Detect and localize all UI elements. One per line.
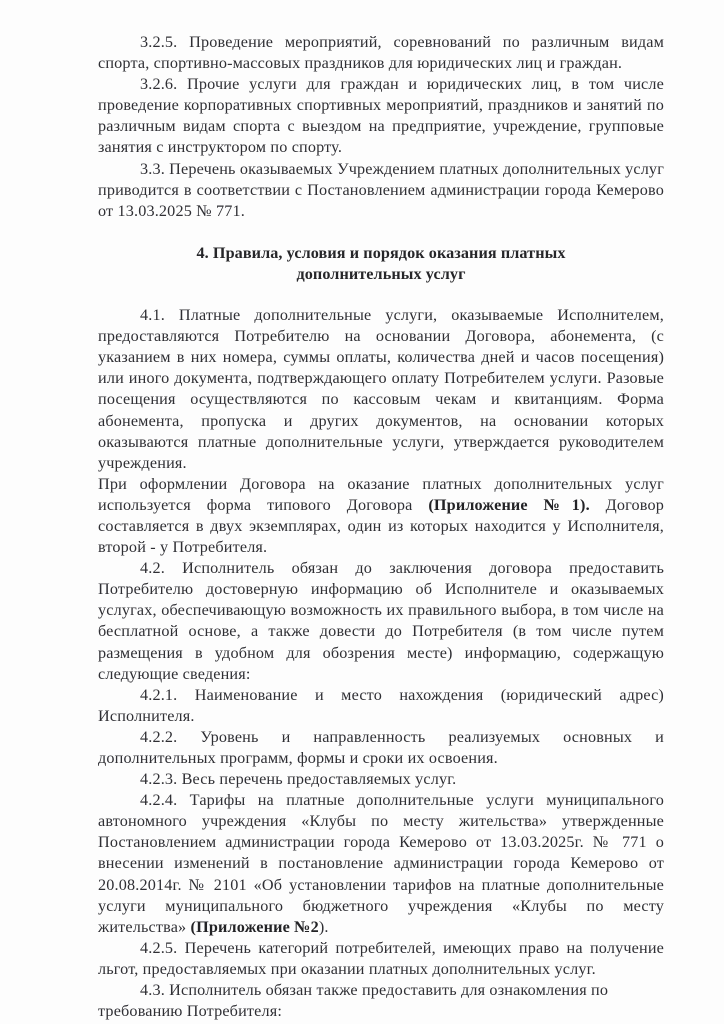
paragraph-4-3: 4.3. Исполнитель обязан также предоставить для ознакомления по требованию Потребителя: <box>98 981 609 1021</box>
heading-spacer-top <box>98 222 664 243</box>
tariffs-text-part-1: 4.2.4. Тарифы на платные дополнительные услуги муниципального автономного учреждения «Клубы по месту жительства» утвержденные Постановлением администрации города Кемерово от 13.03.2025г. № 771 о внесении изменений в постановление администрации города Кемерово от 20.08.2014г. № 2101 «Об установлении тарифов на платные дополнительные услуги муниципального бюджетного учреждения «Клубы по месту жительства» <box>98 791 664 936</box>
contract-text-part-1: При оформлении Договора на оказание платных дополнительных услуг используется форма типового Договора <box>98 474 664 514</box>
paragraph-3-2-6: 3.2.6. Прочие услуги для граждан и юридических лиц, в том числе проведение корпоративных спортивных мероприятий, праздников и занятий по различным видам спорта с выездом на предприятие, учреждение, групповые занятия с инструктором по спорту. <box>98 75 664 157</box>
paragraph-4-2-3: 4.2.3. Весь перечень предоставляемых услуг. <box>140 770 457 789</box>
contract-text-part-2: Договор составляется в двух экземплярах, один из которых находится у Исполнителя, второй - у Потребителя. <box>98 495 665 557</box>
paragraph-4-2-1: 4.2.1. Наименование и место нахождения (юридический адрес) Исполнителя. <box>98 685 664 725</box>
section-heading-line-2: дополнительных услуг <box>296 264 466 283</box>
heading-spacer-bottom <box>98 285 664 305</box>
tariffs-text-part-2: ). <box>318 917 329 936</box>
paragraph-4-2-2: 4.2.2. Уровень и направленность реализуемых основных и дополнительных программ, формы и сроки их освоения. <box>98 727 664 767</box>
paragraph-3-2-5: 3.2.5. Проведение мероприятий, соревнований по различным видам спорта, спортивно-массовых праздников для юридических лиц и граждан. <box>98 33 664 73</box>
paragraph-3-3: 3.3. Перечень оказываемых Учреждением платных дополнительных услуг приводится в соответствии с Постановлением администрации города Кемерово от 13.03.2025 № 771. <box>98 159 664 220</box>
section-heading-4 <box>98 243 664 285</box>
appendix-reference-2: (Приложение №2 <box>190 917 319 936</box>
paragraph-contract-form <box>98 474 664 558</box>
paragraph-4-2-5: 4.2.5. Перечень категорий потребителей, имеющих право на получение льгот, предоставляемых при оказании платных дополнительных услуг. <box>98 938 664 978</box>
document-text-body <box>98 32 664 1022</box>
paragraph-4-2: 4.2. Исполнитель обязан до заключения договора предоставить Потребителю достоверную информацию об Исполнителе и оказываемых услугах, обеспечивающую возможность их правильного выбора, в том числе на бесплатной основе, а также довести до Потребителя (в том числе путем размещения в удобном для обозрения месте) информацию, содержащую следующие сведения: <box>98 559 664 683</box>
paragraph-4-1: 4.1. Платные дополнительные услуги, оказываемые Исполнителем, предоставляются Потребителю на основании Договора, абонемента, (с указанием в них номера, суммы оплаты, количества дней и часов посещения) или иного документа, подтверждающего оплату Потребителем услуги. Разовые посещения осуществляются по кассовым чекам и квитанциям. Форма абонемента, пропуска и других документов, на основании которых оказываются платные дополнительные услуги, утверждается руководителем учреждения. <box>98 306 664 472</box>
section-heading-line-1: 4. Правила, условия и порядок оказания платных <box>196 243 566 262</box>
paragraph-4-2-4 <box>98 790 664 938</box>
appendix-reference-1: (Приложение №1). <box>428 495 590 514</box>
